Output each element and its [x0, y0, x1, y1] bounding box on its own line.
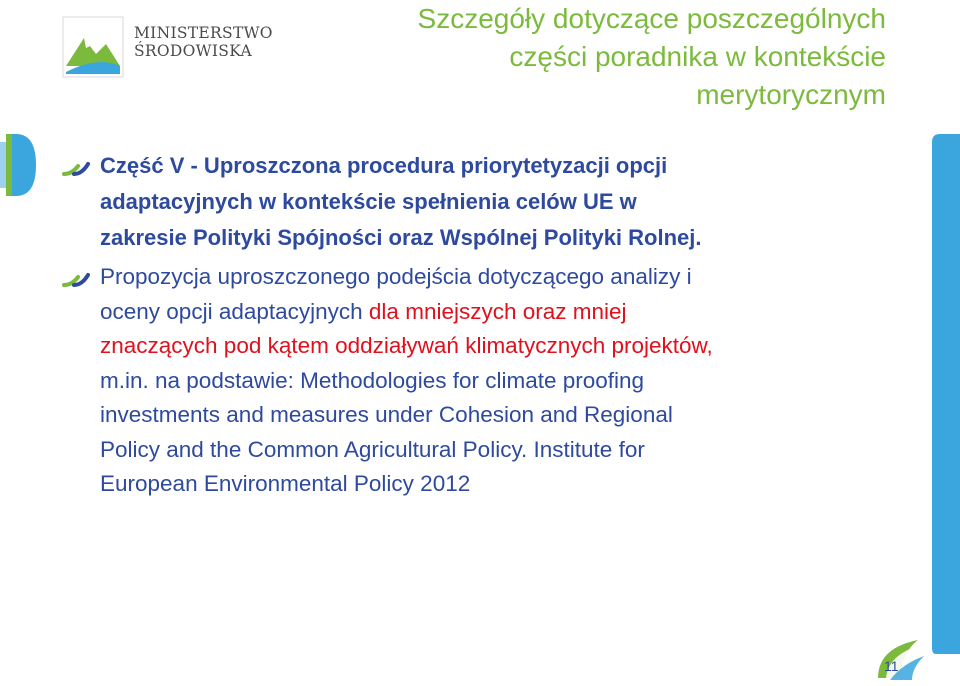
bullet-2-line-5: investments and measures under Cohesion and Regional — [100, 402, 673, 427]
left-decorative-tab — [0, 134, 40, 196]
logo-text — [134, 24, 273, 60]
bullet-2-line-2-highlight: dla mniejszych oraz mniej — [368, 298, 627, 324]
right-decorative-bar — [928, 134, 960, 654]
bullet-marker-2 — [62, 271, 94, 287]
bullet-2-line-1: Propozycja uproszczonego podejścia dotyczącego analizy i — [100, 264, 692, 289]
title-line-1: Szczegóły dotyczące poszczególnych — [417, 3, 886, 34]
logo-line-2: ŚRODOWISKA — [134, 42, 252, 60]
bullet-2-line-7: European Environmental Policy 2012 — [100, 471, 471, 496]
bullet-1-line-2: adaptacyjnych w kontekście spełnienia celów UE w — [100, 189, 637, 214]
bullet-2-line-6: Policy and the Common Agricultural Policy. Institute for — [100, 436, 645, 462]
double-chevron-icon — [62, 271, 94, 287]
ministry-logo — [62, 16, 273, 78]
logo-line-1: MINISTERSTWO — [134, 24, 273, 42]
bullet-2-line-2 — [100, 295, 920, 330]
slide-title — [286, 0, 886, 114]
page-number: 11 — [884, 658, 899, 674]
title-line-3: merytorycznym — [696, 79, 886, 110]
ministry-logo-icon — [62, 16, 124, 78]
bullet-marker-1 — [62, 160, 94, 176]
bullet-text-1 — [100, 148, 880, 256]
double-chevron-icon — [62, 160, 94, 176]
bullet-1-line-1: Część V - Uproszczona procedura priorytetyzacji opcji — [100, 153, 668, 178]
title-line-2: części poradnika w kontekście — [509, 41, 886, 72]
bullet-1-line-3: zakresie Polityki Spójności oraz Wspólnej Polityki Rolnej. — [100, 225, 702, 250]
bullet-text-2 — [100, 260, 920, 502]
bullet-2-line-2-normal: oceny opcji adaptacyjnych — [100, 298, 369, 324]
bullet-2-line-3-highlight: znaczących pod kątem oddziaływań klimatycznych projektów, — [100, 333, 713, 358]
bullet-2-line-4: m.in. na podstawie: Methodologies for climate proofing — [100, 367, 645, 393]
